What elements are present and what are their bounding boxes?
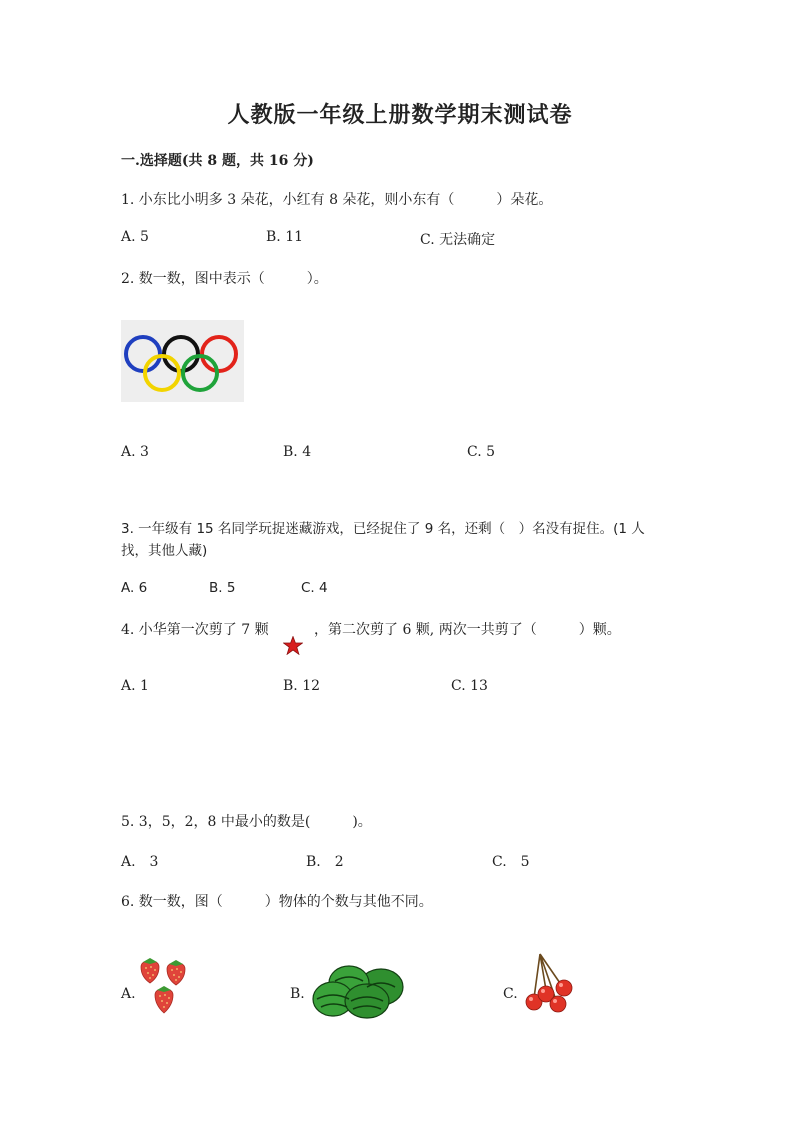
- question-6-text: 6. 数一数，图（ ）物体的个数与其他不同。: [121, 894, 433, 910]
- question-1-text: 1. 小东比小明多 3 朵花，小红有 8 朵花，则小东有（ ）朵花。: [121, 192, 553, 208]
- question-1-option-a: A. 5: [121, 229, 149, 245]
- question-4-option-a: A. 1: [121, 678, 149, 694]
- section-heading: 一.选择题(共 8 题，共 16 分): [121, 153, 314, 169]
- question-6-option-b: B.: [290, 986, 305, 1002]
- question-5-text: 5. 3，5，2，8 中最小的数是( )。: [121, 814, 372, 830]
- question-4-text-before: 4. 小华第一次剪了 7 颗: [121, 622, 269, 638]
- question-2-option-b: B. 4: [283, 444, 312, 460]
- question-5-option-c: C. 5: [492, 854, 530, 870]
- olympic-rings-icon: [121, 320, 244, 402]
- question-2-option-c: C. 5: [467, 444, 496, 460]
- question-3-option-a: A. 6: [121, 580, 148, 596]
- cherry-icon: [518, 950, 578, 1018]
- question-1-option-c: C. 无法确定: [420, 232, 496, 248]
- red-star-icon: [283, 636, 303, 655]
- question-6-option-a: A.: [121, 986, 136, 1002]
- question-4-text-after: ，第二次剪了 6 颗, 两次一共剪了（ ）颗。: [314, 622, 621, 638]
- question-4-option-b: B. 12: [283, 678, 321, 694]
- question-3-option-b: B. 5: [209, 580, 236, 596]
- question-2-option-a: A. 3: [121, 444, 149, 460]
- question-3-option-c: C. 4: [301, 580, 328, 596]
- question-6-option-c: C.: [503, 986, 518, 1002]
- page-title: 人教版一年级上册数学期末测试卷: [227, 102, 573, 128]
- watermelon-icon: [311, 963, 405, 1019]
- question-5-option-a: A. 3: [121, 854, 159, 870]
- question-2-text: 2. 数一数，图中表示（ ）。: [121, 271, 328, 287]
- strawberry-icon: [137, 953, 191, 1019]
- question-5-option-b: B. 2: [306, 854, 344, 870]
- question-1-option-b: B. 11: [266, 229, 304, 245]
- question-3-text: 3. 一年级有 15 名同学玩捉迷藏游戏，已经捉住了 9 名，还剩（ ）名没有捉住。(1 人找，其他人藏): [121, 521, 645, 559]
- question-4-option-c: C. 13: [451, 678, 488, 694]
